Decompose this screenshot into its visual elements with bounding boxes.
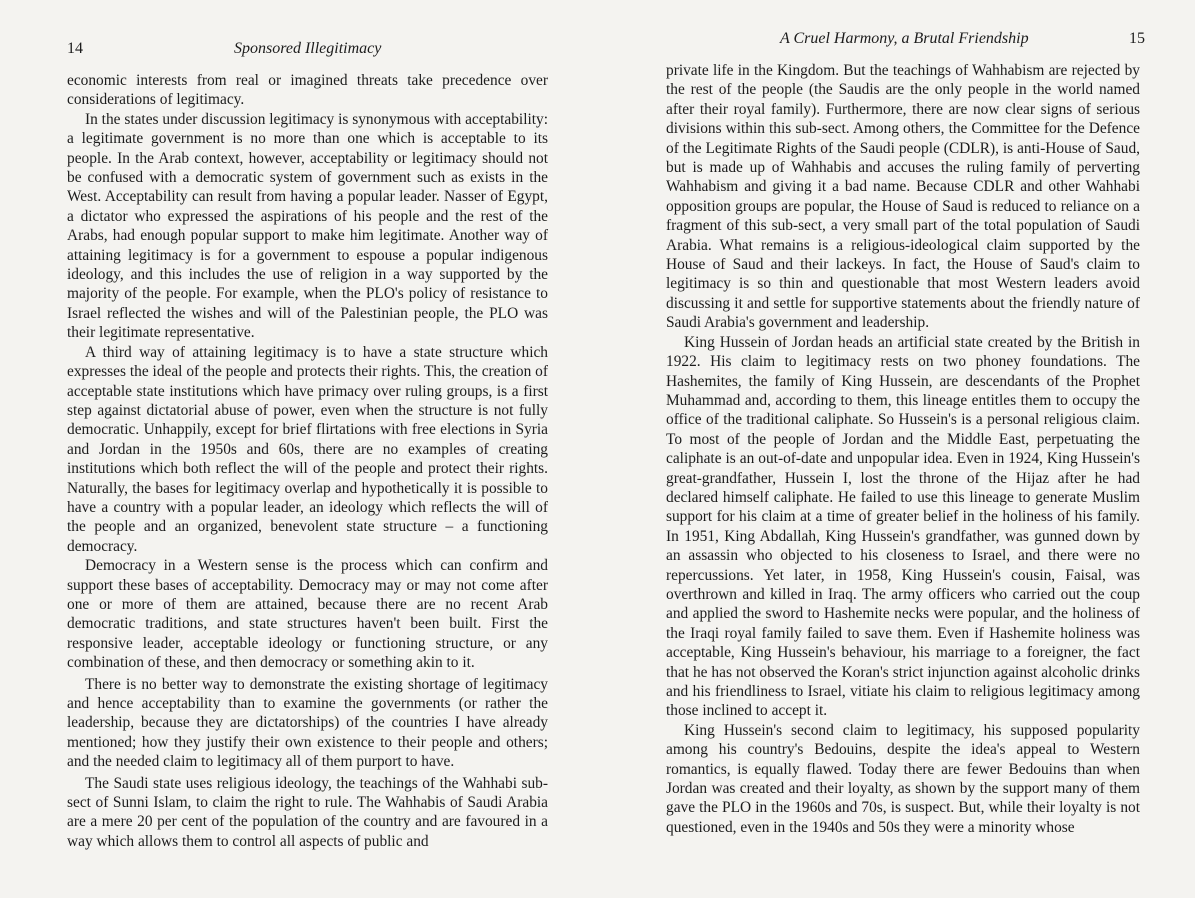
page-number: 14 [67,40,83,57]
left-page-body [67,71,548,851]
paragraph: A third way of attaining legitimacy is to have a state structure which expresses the ideal of the people and protects their rights. This, the creation of acceptable state institutions which have primacy over ruling groups, is a first step against dictatorial abuse of power, even when the structure is not fully democratic. Unhappily, except for brief flirtations with free elections in Syria and Jordan in the 1950s and 60s, there are no examples of creating institutions which both reflect the will of the people and protect their rights. Naturally, the bases for legitimacy overlap and hypothetically it is possible to have a country with a popular leader, an ideology which reflects the will of the people and an organized, benevolent state structure – a functioning democracy. [67,343,548,555]
paragraph: King Hussein of Jordan heads an artificial state created by the British in 1922. His claim to legitimacy rests on two phoney foundations. The Hashemites, the family of King Hussein, are descendants of the Prophet Muhammad and, according to them, this lineage entitles them to occupy the office of the traditional caliphate. So Hussein's is a personal religious claim. To most of the people of Jordan and the Middle East, perpetuating the caliphate is an out-of-date and unpopular idea. Even in 1924, King Hussein's great-grandfather, Hussein I, lost the throne of the Hijaz after he had declared himself caliphate. He failed to use this lineage to generate Muslim support for his claim at a time of greater belief in the holiness of his family. In 1951, King Abdallah, King Hussein's grandfather, was gunned down by an assassin who objected to his closeness to Israel, and there were no repercussions. Yet later, in 1958, King Hussein's cousin, Faisal, was overthrown and killed in Iraq. The army officers who carried out the coup and applied the sword to Hashemite necks were popular, and the holiness of the Iraqi royal family failed to save them. Even if Hashemite holiness was acceptable, King Hussein's behaviour, his marriage to a foreigner, the fact that he has not observed the Koran's strict injunction against alcoholic drinks and his friendliness to Israel, vitiate his claim to religious legitimacy among those inclined to accept it. [666,333,1140,720]
running-head: A Cruel Harmony, a Brutal Friendship [780,30,1029,47]
paragraph: The Saudi state uses religious ideology, the teachings of the Wahhabi sub-sect of Sunni Islam, to claim the right to rule. The Wahhabis of Saudi Arabia are a mere 20 per cent of the population of the country and are favoured in a way which allows them to control all aspects of public and [67,774,548,850]
paragraph: private life in the Kingdom. But the teachings of Wahhabism are rejected by the rest of the people (the Saudis are the only people in the world named after their royal family). Furthermore, there are now clear signs of serious divisions within this sub-sect. Among others, the Committee for the Defence of the Legitimate Rights of the Saudi people (CDLR), is anti-House of Saud, but is made up of Wahhabis and accuses the ruling family of perverting Wahhabism and giving it a bad name. Because CDLR and other Wahhabi opposition groups are popular, the House of Saud is reduced to reliance on a fragment of this sub-sect, a very small part of the total population of Saudi Arabia. What remains is a religious-ideological claim supported by the House of Saud and their lackeys. In fact, the House of Saud's claim to legitimacy is so thin and questionable that most Western leaders avoid discussing it and settle for supportive statements about the friendly nature of Saudi Arabia's government and leadership. [666,62,1140,332]
running-head: Sponsored Illegitimacy [234,40,382,57]
paragraph: Democracy in a Western sense is the process which can confirm and support these bases of acceptability. Democracy may or may not come after one or more of them are attained, because there are no recent Arab democratic traditions, and state structures haven't been built. First the responsive leader, acceptable ideology or functioning structure, or any combination of these, and then democracy or something akin to it. [67,557,548,672]
left-page [0,0,597,898]
right-page-body [666,61,1140,837]
paragraph: King Hussein's second claim to legitimacy, his supposed popularity among his country's Bedouins, despite the idea's appeal to Western romantics, is equally flawed. Today there are fewer Bedouins than when Jordan was created and their loyalty, as shown by the support many of them gave the PLO in the 1960s and 70s, is suspect. But, while their loyalty is not questioned, even in the 1940s and 50s they were a minority whose [666,721,1140,836]
paragraph: In the states under discussion legitimacy is synonymous with acceptability: a legitimate government is no more than one which is acceptable to its people. In the Arab context, however, acceptability or legitimacy should not be confused with a democratic system of government such as exists in the West. Acceptability can result from having a popular leader. Nasser of Egypt, a dictator who expressed the aspirations of his people and the rest of the Arabs, had enough popular support to make him legitimate. Another way of attaining legitimacy is for a government to espouse a popular indigenous ideology, and this includes the use of religion in a way supported by the majority of the people. For example, when the PLO's policy of resistance to Israel reflected the wishes and will of the Palestinian people, the PLO was their legitimate representative. [67,110,548,342]
paragraph: economic interests from real or imagined threats take precedence over considerations of legitimacy. [67,72,548,109]
page-number: 15 [1129,30,1145,47]
right-page [597,0,1195,898]
paragraph: There is no better way to demonstrate the existing shortage of legitimacy and hence acceptability than to examine the governments (or rather the leadership, because they are dictatorships) of the countries I have already mentioned; how they justify their own existence to their people and others; and the needed claim to legitimacy all of them purport to have. [67,675,548,771]
